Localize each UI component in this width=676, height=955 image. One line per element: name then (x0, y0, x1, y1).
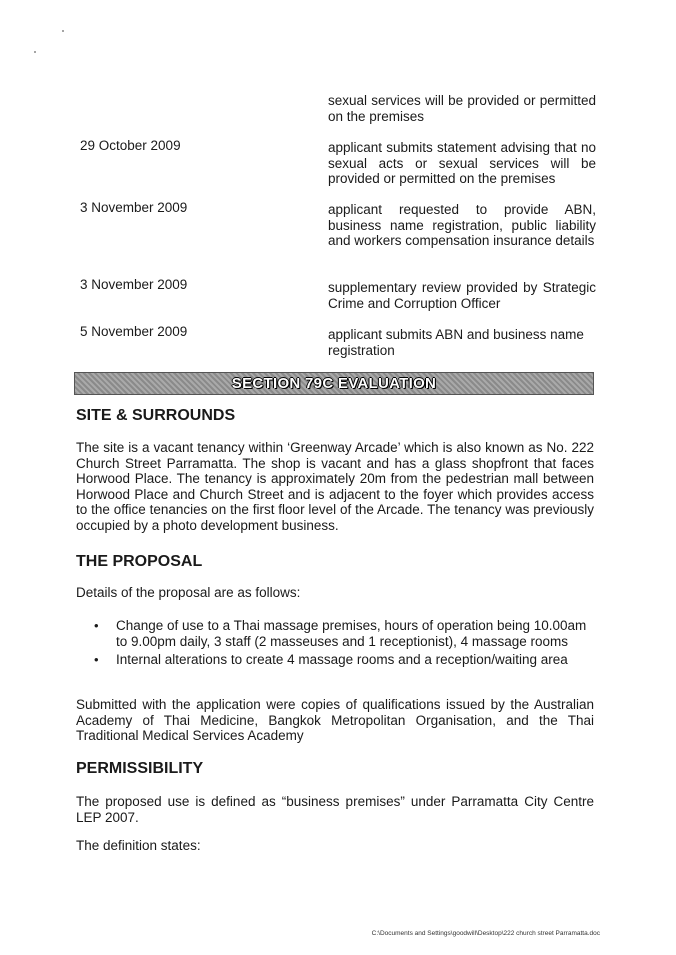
timeline-text: sexual services will be provided or permitted on the premises (328, 93, 596, 124)
list-item (92, 652, 592, 668)
scan-speck (62, 30, 64, 32)
proposal-intro: Details of the proposal are as follows: (76, 585, 301, 600)
timeline-text: supplementary review provided by Strategic Crime and Corruption Officer (328, 280, 596, 311)
section-banner (74, 372, 594, 395)
list-item-text: Change of use to a Thai massage premises, hours of operation being 10.00am to 9.00pm daily, 3 staff (2 masseuses and 1 receptionist), 4 massage rooms (116, 618, 587, 649)
list-item-text: Internal alterations to create 4 massage rooms and a reception/waiting area (116, 652, 568, 667)
scan-speck (34, 51, 36, 53)
list-item (92, 618, 592, 649)
proposal-qualifications: Submitted with the application were copies of qualifications issued by the Australian Academy of Thai Medicine, Bangkok Metropolitan Organisation, and the Thai Traditional Medical Services Academy (76, 697, 594, 743)
site-paragraph: The site is a vacant tenancy within ‘Greenway Arcade’ which is also known as No. 222 Church Street Parramatta. The shop is vacant and has a glass shopfront that faces Horwood Place. The tenancy is approximately 20m from the pedestrian mall between Horwood Place and Church Street and is adjacent to the foyer which provides access to the office tenancies on the first floor level of the Arcade. The tenancy was previously occupied by a photo development business. (76, 440, 594, 533)
timeline-text: applicant submits ABN and business name registration (328, 327, 584, 358)
permissibility-paragraph: The proposed use is defined as “business premises” under Parramatta City Centre LEP 2007. (76, 794, 594, 825)
proposal-heading: THE PROPOSAL (76, 553, 203, 570)
timeline-date: 3 November 2009 (80, 200, 188, 215)
permissibility-heading: PERMISSIBILITY (76, 760, 204, 777)
section-banner-title: SECTION 79C EVALUATION (231, 375, 437, 392)
footer-file-path: C:\Documents and Settings\goodwill\Desktop\222 church street Parramatta.doc (371, 930, 600, 937)
timeline-date: 3 November 2009 (80, 277, 188, 292)
timeline-date: 29 October 2009 (80, 138, 181, 153)
bullet-icon: • (94, 652, 99, 667)
bullet-icon: • (94, 618, 99, 633)
definition-intro: The definition states: (76, 838, 201, 853)
timeline-text: applicant requested to provide ABN, business name registration, public liability and workers compensation insurance details (328, 202, 596, 248)
timeline-date: 5 November 2009 (80, 324, 188, 339)
proposal-bullet-list (92, 618, 592, 671)
site-heading: SITE & SURROUNDS (76, 407, 236, 424)
timeline-text: applicant submits statement advising that no sexual acts or sexual services will be provided or permitted on the premises (328, 140, 596, 186)
